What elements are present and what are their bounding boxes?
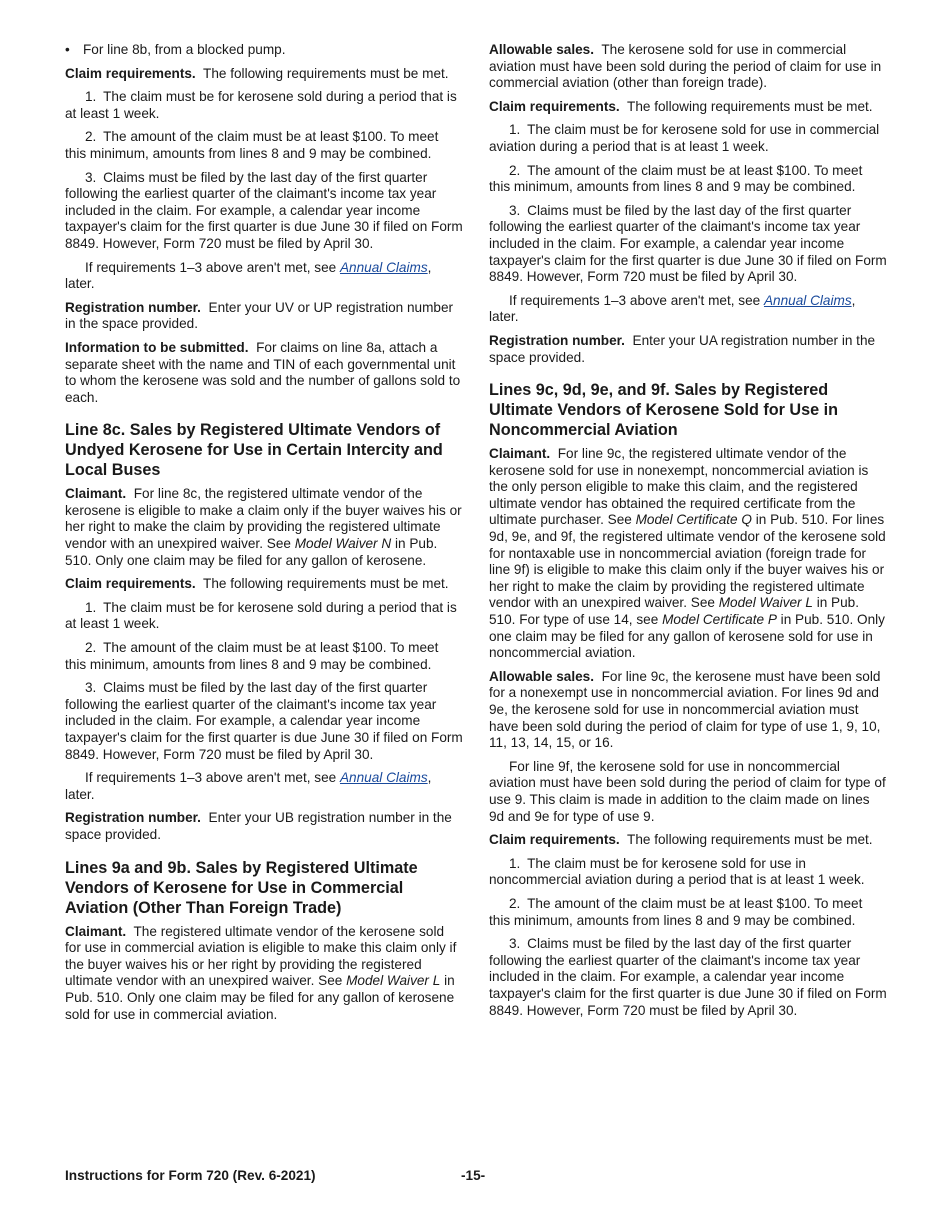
- claim-requirements-para: Claim requirements. The following requirements must be met.: [65, 576, 449, 592]
- allowable-sales-para: Allowable sales. The kerosene sold for use in commercial aviation must have been sold during the period of claim for use in commercial aviation (other than foreign trade).: [489, 42, 882, 91]
- section-heading-9ab: Lines 9a and 9b. Sales by Registered Ultimate Vendors of Kerosene for Use in Commercial Aviation (Other Than Foreign Trade): [65, 858, 418, 917]
- allowable-sales-para: Allowable sales. For line 9c, the kerosene must have been sold for a nonexempt use in noncommercial aviation. For lines 9d and 9e, the kerosene sold for use in noncommercial aviation must have been sold during the period of claim for type of use 1, 9, 10, 11, 13, 14, 15, or 16.: [489, 668, 881, 751]
- claimant-para: Claimant. For line 9c, the registered ultimate vendor of the kerosene sold for use in nonexempt, noncommercial aviation is the only person eligible to make this claim, and the registered ultimate vendor has obtained the required certificate from the ultimate purchaser. See Model Certificate Q in Pub. 510. For lines 9d, 9e, and 9f, the registered ultimate vendor of the kerosene sold for nontaxable use in noncommercial aviation (foreign trade for line 9f) is eligible to make this claim only if the buyer waives his or her right to make the claim by providing the registered ultimate vendor with an unexpired waiver. See Model Waiver L in Pub. 510. For type of use 14, see Model Certificate P in Pub. 510. Only one claim may be filed for any gallon of kerosene sold for use in noncommercial aviation.: [489, 446, 886, 661]
- requirement-item: 3. Claims must be filed by the last day of the first quarter following the earliest quarter of the claimant's income tax year included in the claim. For example, a calendar year income taxpayer's claim for the first quarter is due June 30 if filed on Form 8849. However, Form 720 must be filed by April 30.: [65, 680, 463, 762]
- page-number: -15-: [461, 1168, 486, 1183]
- requirement-item: 1. The claim must be for kerosene sold during a period that is at least 1 week.: [65, 89, 457, 121]
- section-heading-8c: Line 8c. Sales by Registered Ultimate Vendors of Undyed Kerosene for Use in Certain Intercity and Local Buses: [65, 421, 443, 480]
- annual-claims-link[interactable]: Annual Claims: [763, 292, 852, 308]
- right-column: [489, 42, 887, 1026]
- left-column: [65, 42, 463, 1030]
- requirement-item: 1. The claim must be for kerosene sold during a period that is at least 1 week.: [65, 599, 457, 632]
- claim-requirements-para: Claim requirements. The following requirements must be met.: [489, 98, 873, 114]
- footer-title: Instructions for Form 720 (Rev. 6-2021): [65, 1168, 316, 1183]
- requirement-item: 2. The amount of the claim must be at least $100. To meet this minimum, amounts from lines 8 and 9 may be combined.: [489, 895, 863, 928]
- annual-claims-ref: If requirements 1–3 above aren't met, see Annual Claims, later.: [65, 259, 432, 292]
- bullet-item: • For line 8b, from a blocked pump.: [65, 42, 286, 57]
- requirement-item: 2. The amount of the claim must be at least $100. To meet this minimum, amounts from lines 8 and 9 may be combined.: [65, 129, 439, 161]
- section-heading-9cdef: Lines 9c, 9d, 9e, and 9f. Sales by Registered Ultimate Vendors of Kerosene Sold for Use in Noncommercial Aviation: [489, 381, 839, 440]
- claimant-para: Claimant. For line 8c, the registered ultimate vendor of the kerosene is eligible to make a claim only if the buyer waives his or her right to make the claim by providing the registered ultimate vendor with an unexpired waiver. See Model Waiver N in Pub. 510. Only one claim may be filed for any gallon of kerosene.: [65, 486, 462, 568]
- claimant-para: Claimant. The registered ultimate vendor of the kerosene sold for use in commercial aviation is eligible to make this claim only if the buyer waives his or her right by providing the registered ultimate vendor with an unexpired waiver. See Model Waiver L in Pub. 510. Only one claim may be filed for any gallon of kerosene sold for use in commercial aviation.: [65, 923, 457, 1022]
- bullet-icon: •: [65, 42, 70, 57]
- requirement-item: 2. The amount of the claim must be at least $100. To meet this minimum, amounts from lines 8 and 9 may be combined.: [489, 162, 863, 195]
- claim-requirements-para: Claim requirements. The following requirements must be met.: [489, 832, 873, 848]
- annual-claims-ref: If requirements 1–3 above aren't met, see Annual Claims, later.: [65, 770, 432, 802]
- requirement-item: 1. The claim must be for kerosene sold for use in noncommercial aviation during a period that is at least 1 week.: [489, 855, 865, 888]
- information-submitted-para: Information to be submitted. For claims on line 8a, attach a separate sheet with the name and TIN of each governmental unit to whom the kerosene was sold and the number of gallons sold to each.: [65, 339, 461, 405]
- line-9f-para: For line 9f, the kerosene sold for use in noncommercial aviation must have been sold during the period of claim for type of use 9. This claim is made in addition to the claim made on lines 9d and 9e for type of use 9.: [489, 758, 886, 824]
- annual-claims-ref: If requirements 1–3 above aren't met, see Annual Claims, later.: [489, 292, 856, 325]
- registration-number-para: Registration number. Enter your UV or UP registration number in the space provided.: [65, 299, 454, 332]
- registration-number-para: Registration number. Enter your UB registration number in the space provided.: [65, 810, 452, 842]
- page-footer: [65, 1168, 885, 1183]
- claim-requirements-para: Claim requirements. The following requirements must be met.: [65, 65, 449, 81]
- requirement-item: 3. Claims must be filed by the last day of the first quarter following the earliest quarter of the claimant's income tax year included in the claim. For example, a calendar year income taxpayer's claim for the first quarter is due June 30 if filed on Form 8849. However, Form 720 must be filed by April 30.: [65, 169, 463, 251]
- requirement-item: 3. Claims must be filed by the last day of the first quarter following the earliest quarter of the claimant's income tax year included in the claim. For example, a calendar year income taxpayer's claim for the first quarter is due June 30 if filed on Form 8849. However, Form 720 must be filed by April 30.: [489, 202, 887, 285]
- annual-claims-link[interactable]: Annual Claims: [339, 770, 428, 786]
- requirement-item: 2. The amount of the claim must be at least $100. To meet this minimum, amounts from lines 8 and 9 may be combined.: [65, 640, 439, 672]
- requirement-item: 1. The claim must be for kerosene sold for use in commercial aviation during a period that is at least 1 week.: [489, 122, 880, 154]
- annual-claims-link[interactable]: Annual Claims: [339, 259, 428, 275]
- requirement-item: 3. Claims must be filed by the last day of the first quarter following the earliest quarter of the claimant's income tax year included in the claim. For example, a calendar year income taxpayer's claim for the first quarter is due June 30 if filed on Form 8849. However, Form 720 must be filed by April 30.: [489, 936, 887, 1018]
- registration-number-para: Registration number. Enter your UA registration number in the space provided.: [489, 332, 876, 365]
